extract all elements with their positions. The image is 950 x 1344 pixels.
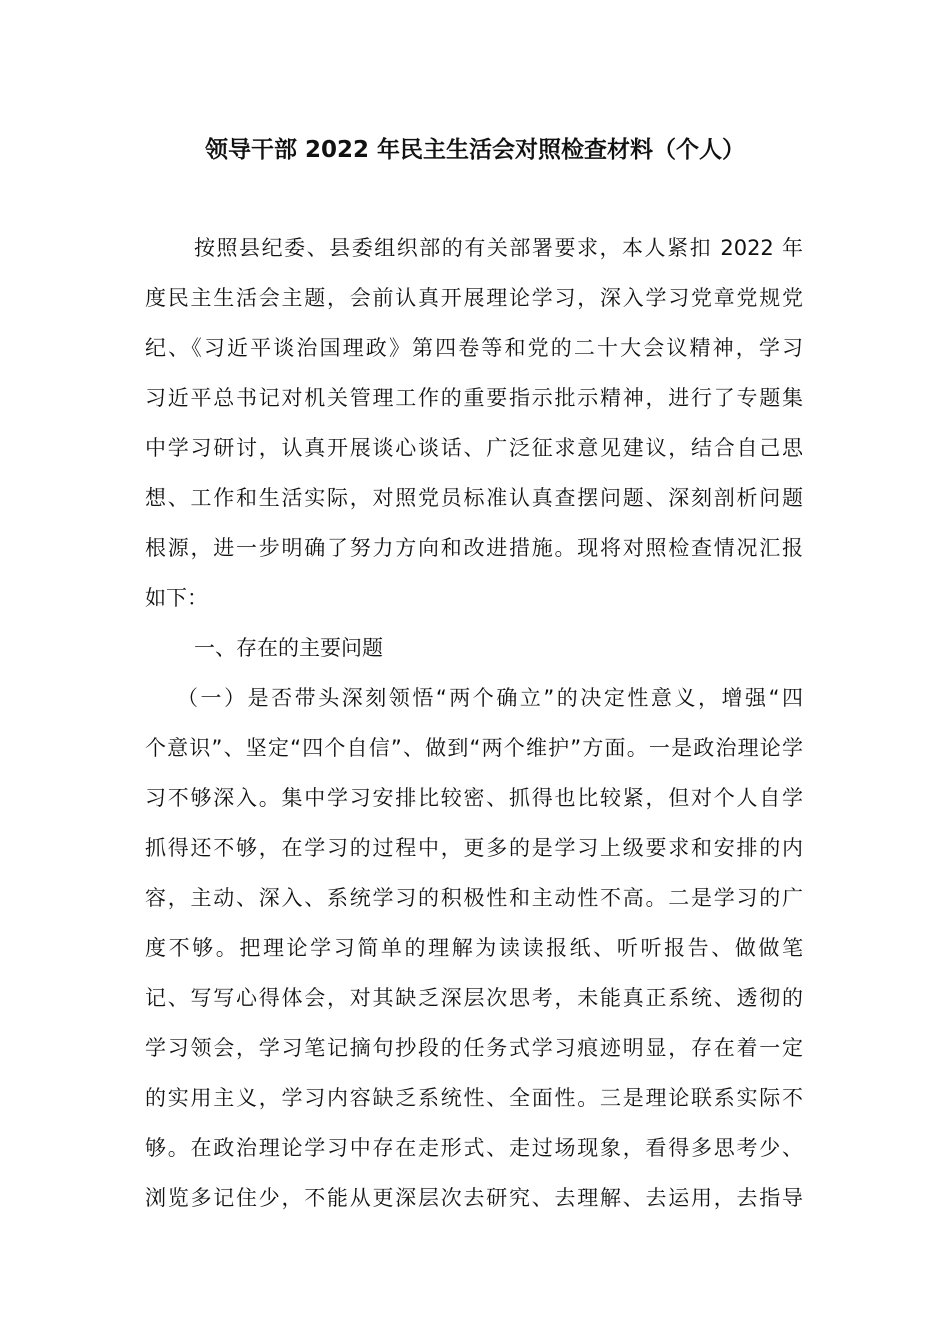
text-line: 学习领会，学习笔记摘句抄段的任务式学习痕迹明显，存在着一定 — [145, 1036, 803, 1060]
text-line: 的实用主义，学习内容缺乏系统性、全面性。三是理论联系实际不 — [145, 1086, 803, 1110]
paragraph-issue-1 — [145, 673, 803, 1223]
text-line: 度不够。把理论学习简单的理解为读读报纸、听听报告、做做笔 — [145, 936, 803, 960]
text-line: 想、工作和生活实际，对照党员标准认真查摆问题、深刻剖析问题 — [145, 486, 803, 510]
text-line: 个意识”、坚定“四个自信”、做到“两个维护”方面。一是政治理论学 — [145, 736, 803, 760]
text-line: 抓得还不够，在学习的过程中，更多的是学习上级要求和安排的内 — [145, 836, 803, 860]
text-line: 容，主动、深入、系统学习的积极性和主动性不高。二是学习的广 — [145, 886, 803, 910]
document-title: 领导干部 2022 年民主生活会对照检查材料（个人） — [204, 137, 746, 163]
text-line: 按照县纪委、县委组织部的有关部署要求，本人紧扣 2022 年 — [194, 236, 803, 260]
paragraph-intro — [145, 223, 803, 623]
text-line: （一）是否带头深刻领悟“两个确立”的决定性意义，增强“四 — [177, 686, 803, 710]
heading-line: 一、存在的主要问题 — [194, 636, 383, 660]
text-line: 够。在政治理论学习中存在走形式、走过场现象，看得多思考少、 — [145, 1136, 803, 1160]
text-line: 如下： — [145, 586, 208, 610]
document-body — [145, 223, 803, 1223]
text-line: 度民主生活会主题，会前认真开展理论学习，深入学习党章党规党 — [145, 286, 803, 310]
text-line: 记、写写心得体会，对其缺乏深层次思考，未能真正系统、透彻的 — [145, 986, 803, 1010]
text-line: 中学习研讨，认真开展谈心谈话、广泛征求意见建议，结合自己思 — [145, 436, 803, 460]
text-line: 习不够深入。集中学习安排比较密、抓得也比较紧，但对个人自学 — [145, 786, 803, 810]
text-line: 浏览多记住少，不能从更深层次去研究、去理解、去运用，去指导 — [145, 1186, 803, 1210]
text-line: 纪、《习近平谈治国理政》第四卷等和党的二十大会议精神，学习 — [145, 336, 803, 360]
section-heading — [145, 623, 803, 673]
text-line: 习近平总书记对机关管理工作的重要指示批示精神，进行了专题集 — [145, 386, 803, 410]
text-line: 根源，进一步明确了努力方向和改进措施。现将对照检查情况汇报 — [145, 536, 803, 560]
